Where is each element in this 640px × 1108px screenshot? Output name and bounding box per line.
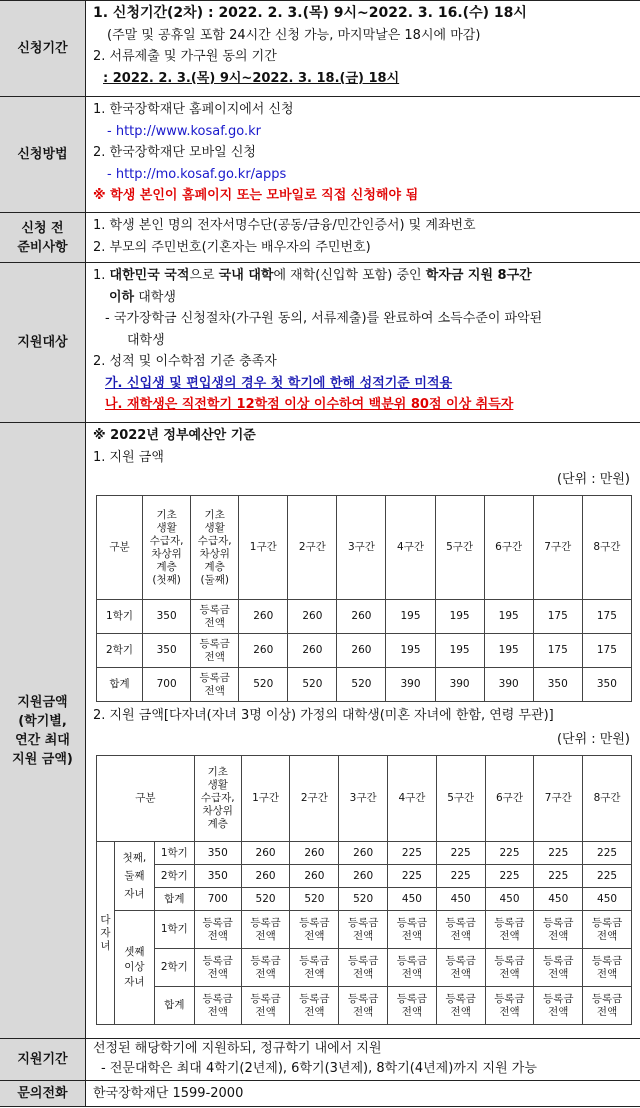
value-cell: 350 — [194, 865, 241, 888]
table-row — [97, 911, 632, 949]
bracket-value: 195 — [484, 634, 533, 668]
budget-note: ※ 2022년 정부예산안 기준 — [93, 428, 256, 443]
value-cell: 등록금 전액 — [436, 987, 485, 1025]
row-label: 2학기 — [154, 949, 194, 987]
value-cell: 450 — [583, 888, 632, 911]
value-cell: 260 — [290, 842, 339, 865]
table1-title: 1. 지원 금액 — [93, 450, 164, 465]
bracket-value: 175 — [533, 600, 582, 634]
sub-first-second: 첫째, 둘째 자녀 — [114, 842, 154, 911]
row-label: 2학기 — [154, 865, 194, 888]
bracket-value: 520 — [288, 668, 337, 702]
bracket-value: 390 — [386, 668, 435, 702]
header-bracket: 8구간 — [583, 756, 632, 842]
period-line-1: 1. 신청기간(2차) : 2022. 2. 3.(목) 9시~2022. 3. 16.(수) 18시 — [93, 5, 527, 21]
target-line-5: 2. 성적 및 이수학점 기준 충족자 — [93, 354, 277, 369]
section-method — [0, 96, 640, 212]
header-gubun: 구분 — [97, 756, 195, 842]
value-cell: 등록금 전액 — [534, 911, 583, 949]
header-bracket: 8구간 — [582, 496, 631, 600]
value-cell: 520 — [290, 888, 339, 911]
table-row — [97, 987, 632, 1025]
header-bracket: 3구간 — [339, 756, 388, 842]
value-cell: 520 — [241, 888, 290, 911]
target-line-7: 나. 재학생은 직전학기 12학점 이상 이수하여 백분위 80점 이상 취득자 — [105, 397, 514, 412]
value-cell: 225 — [534, 865, 583, 888]
value-cell: 225 — [583, 865, 632, 888]
basic-first-value: 700 — [143, 668, 191, 702]
prep-label: 신청 전 준비사항 — [0, 213, 86, 262]
value-cell: 350 — [194, 842, 241, 865]
value-cell: 등록금 전액 — [485, 911, 534, 949]
amount-table-1 — [96, 495, 632, 702]
table2-title: 2. 지원 금액[다자녀(자녀 3명 이상) 가정의 대학생(미혼 자녀에 한함, 연령 무관)] — [93, 708, 554, 723]
contact-line: 한국장학재단 1599-2000 — [93, 1086, 244, 1101]
method-line-1: 1. 한국장학재단 홈페이지에서 신청 — [93, 102, 294, 117]
value-cell: 등록금 전액 — [534, 987, 583, 1025]
period-line-4: : 2022. 2. 3.(목) 9시~2022. 3. 18.(금) 18시 — [103, 70, 400, 86]
bracket-value: 175 — [582, 600, 631, 634]
basic-first-value: 350 — [143, 600, 191, 634]
header-bracket: 1구간 — [239, 496, 288, 600]
bracket-value: 260 — [288, 600, 337, 634]
row-label: 1학기 — [97, 600, 143, 634]
bracket-value: 260 — [337, 600, 386, 634]
value-cell: 450 — [388, 888, 437, 911]
row-label: 1학기 — [154, 911, 194, 949]
bracket-value: 260 — [239, 600, 288, 634]
basic-second-value: 등록금 전액 — [191, 634, 239, 668]
header-basic-second: 기초 생활 수급자, 차상위 계층 (둘째) — [191, 496, 239, 600]
period-label: 신청기간 — [0, 1, 86, 96]
value-cell: 등록금 전액 — [241, 987, 290, 1025]
bracket-value: 390 — [435, 668, 484, 702]
value-cell: 225 — [534, 842, 583, 865]
value-cell: 등록금 전액 — [534, 949, 583, 987]
bracket-value: 195 — [386, 634, 435, 668]
basic-second-value: 등록금 전액 — [191, 600, 239, 634]
bracket-value: 260 — [337, 634, 386, 668]
value-cell: 등록금 전액 — [194, 987, 241, 1025]
row-label: 합계 — [154, 987, 194, 1025]
value-cell: 등록금 전액 — [583, 949, 632, 987]
value-cell: 등록금 전액 — [339, 987, 388, 1025]
row-label: 1학기 — [154, 842, 194, 865]
section-target — [0, 262, 640, 422]
table-row — [97, 888, 632, 911]
table-row — [97, 600, 632, 634]
row-label: 합계 — [97, 668, 143, 702]
value-cell: 260 — [241, 842, 290, 865]
bracket-value: 520 — [337, 668, 386, 702]
header-bracket: 4구간 — [386, 496, 435, 600]
table-row — [97, 756, 632, 842]
bracket-value: 195 — [484, 600, 533, 634]
header-bracket: 1구간 — [241, 756, 290, 842]
value-cell: 700 — [194, 888, 241, 911]
value-cell: 등록금 전액 — [388, 911, 437, 949]
table1-unit: (단위 : 만원) — [556, 472, 630, 487]
section-prep — [0, 212, 640, 262]
value-cell: 225 — [436, 865, 485, 888]
bracket-value: 175 — [582, 634, 631, 668]
value-cell: 등록금 전액 — [241, 911, 290, 949]
table-row — [97, 842, 632, 865]
value-cell: 등록금 전액 — [194, 911, 241, 949]
section-amount — [0, 422, 640, 1038]
target-label: 지원대상 — [0, 263, 86, 422]
group-multichild: 다 자 녀 — [97, 842, 115, 1025]
row-label: 2학기 — [97, 634, 143, 668]
value-cell: 등록금 전액 — [388, 949, 437, 987]
amount-table-2 — [96, 755, 632, 1025]
method-line-3: 2. 한국장학재단 모바일 신청 — [93, 145, 256, 160]
value-cell: 등록금 전액 — [485, 987, 534, 1025]
kosaf-link[interactable]: - http://www.kosaf.go.kr — [107, 123, 261, 139]
header-basic-first: 기초 생활 수급자, 차상위 계층 (첫째) — [143, 496, 191, 600]
prep-line-1: 1. 학생 본인 명의 전자서명수단(공동/금융/민간인증서) 및 계좌번호 — [93, 218, 476, 233]
period-line-2: (주말 및 공휴일 포함 24시간 신청 가능, 마지막날은 18시에 마감) — [107, 27, 481, 43]
target-line-6: 가. 신입생 및 편입생의 경우 첫 학기에 한해 성적기준 미적용 — [105, 375, 453, 391]
bracket-value: 350 — [533, 668, 582, 702]
header-bracket: 6구간 — [485, 756, 534, 842]
method-warning: ※ 학생 본인이 홈페이지 또는 모바일로 직접 신청해야 됨 — [93, 188, 419, 203]
header-bracket: 2구간 — [290, 756, 339, 842]
header-bracket: 4구간 — [388, 756, 437, 842]
term-label: 지원기간 — [0, 1039, 86, 1080]
value-cell: 등록금 전액 — [583, 911, 632, 949]
amount-label: 지원금액 (학기별, 연간 최대 지원 금액) — [0, 423, 86, 1038]
value-cell: 등록금 전액 — [388, 987, 437, 1025]
bracket-value: 195 — [386, 600, 435, 634]
bracket-value: 195 — [435, 600, 484, 634]
table2-unit: (단위 : 만원) — [556, 732, 630, 747]
term-line-1: 선정된 해당학기에 지원하되, 정규학기 내에서 지원 — [93, 1041, 382, 1056]
header-bracket: 3구간 — [337, 496, 386, 600]
basic-second-value: 등록금 전액 — [191, 668, 239, 702]
bracket-value: 175 — [533, 634, 582, 668]
table-row — [97, 496, 632, 600]
table-row — [97, 865, 632, 888]
bracket-value: 195 — [435, 634, 484, 668]
header-bracket: 5구간 — [436, 756, 485, 842]
contact-label: 문의전화 — [0, 1081, 86, 1106]
value-cell: 225 — [436, 842, 485, 865]
bracket-value: 260 — [239, 634, 288, 668]
table-row — [97, 949, 632, 987]
kosaf-mobile-link[interactable]: - http://mo.kosaf.go.kr/apps — [107, 166, 287, 182]
value-cell: 등록금 전액 — [485, 949, 534, 987]
method-label: 신청방법 — [0, 97, 86, 212]
value-cell: 등록금 전액 — [290, 911, 339, 949]
value-cell: 450 — [485, 888, 534, 911]
target-line-3: - 국가장학금 신청절차(가구원 동의, 서류제출)를 완료하여 소득수준이 파악된 — [105, 311, 543, 326]
target-line-1: 1. 대한민국 국적으로 국내 대학에 재학(신입학 포함) 중인 학자금 지원 8구간 — [93, 268, 532, 283]
bracket-value: 520 — [239, 668, 288, 702]
value-cell: 등록금 전액 — [290, 949, 339, 987]
value-cell: 225 — [388, 865, 437, 888]
value-cell: 260 — [241, 865, 290, 888]
value-cell: 225 — [485, 865, 534, 888]
term-line-2: - 전문대학은 최대 4학기(2년제), 6학기(3년제), 8학기(4년제)까지 지원 가능 — [101, 1061, 537, 1076]
value-cell: 등록금 전액 — [436, 949, 485, 987]
value-cell: 450 — [436, 888, 485, 911]
sub-third-plus: 셋째 이상 자녀 — [114, 911, 154, 1025]
value-cell: 225 — [583, 842, 632, 865]
bracket-value: 390 — [484, 668, 533, 702]
value-cell: 등록금 전액 — [241, 949, 290, 987]
header-bracket: 5구간 — [435, 496, 484, 600]
value-cell: 등록금 전액 — [339, 949, 388, 987]
value-cell: 260 — [339, 865, 388, 888]
value-cell: 등록금 전액 — [436, 911, 485, 949]
table-row — [97, 634, 632, 668]
value-cell: 등록금 전액 — [339, 911, 388, 949]
header-bracket: 7구간 — [533, 496, 582, 600]
value-cell: 260 — [339, 842, 388, 865]
value-cell: 225 — [485, 842, 534, 865]
table-row — [97, 668, 632, 702]
value-cell: 225 — [388, 842, 437, 865]
bracket-value: 260 — [288, 634, 337, 668]
section-period — [0, 0, 640, 96]
header-bracket: 7구간 — [534, 756, 583, 842]
value-cell: 520 — [339, 888, 388, 911]
header-gubun: 구분 — [97, 496, 143, 600]
value-cell: 등록금 전액 — [194, 949, 241, 987]
basic-first-value: 350 — [143, 634, 191, 668]
value-cell: 260 — [290, 865, 339, 888]
header-bracket: 6구간 — [484, 496, 533, 600]
header-bracket: 2구간 — [288, 496, 337, 600]
value-cell: 등록금 전액 — [583, 987, 632, 1025]
period-line-3: 2. 서류제출 및 가구원 동의 기간 — [93, 49, 277, 64]
row-label: 합계 — [154, 888, 194, 911]
target-line-2: 이하 대학생 — [109, 289, 176, 305]
header-basic: 기초 생활 수급자, 차상위 계층 — [194, 756, 241, 842]
value-cell: 450 — [534, 888, 583, 911]
section-term — [0, 1038, 640, 1080]
section-contact — [0, 1080, 640, 1107]
value-cell: 등록금 전액 — [290, 987, 339, 1025]
target-line-4: 대학생 — [127, 332, 165, 348]
prep-line-2: 2. 부모의 주민번호(기혼자는 배우자의 주민번호) — [93, 239, 371, 255]
bracket-value: 350 — [582, 668, 631, 702]
